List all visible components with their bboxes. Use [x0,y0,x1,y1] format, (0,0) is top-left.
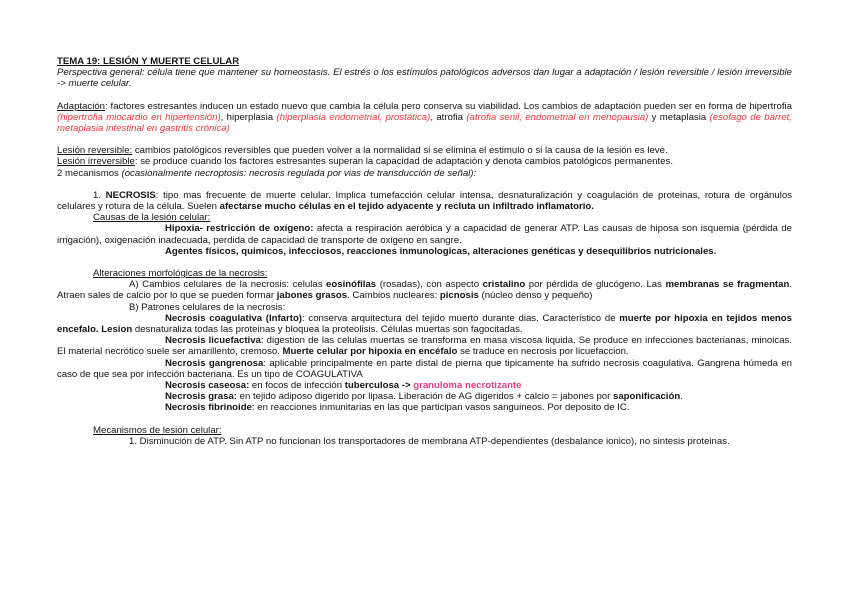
cell-changes-text: (núcleo denso y pequeño) [478,290,593,302]
fibrinoid-text: : en reacciones inmunitarias en las que participan vasos sanguineos. Por deposito de IC. [251,402,630,414]
coagulative-text: desnaturaliza todas las proteinas y bloquea la proteolisis. Células muertas son fagocitadas. [132,324,523,336]
adaptation-text: , hiperplasia [220,111,277,123]
coagulative-paragraph [57,313,792,335]
atp-paragraph: 1. Disminución de ATP. Sin ATP no funcionan los transportadores de membrana ATP-dependientes (desbalance ionico), no sintesis proteinas. [129,435,730,447]
liquefactive-text: : digestion de las celulas muertas se transforma en masa viscosa liquida. Se produce en infecciones bacterianas, minoicas. El material necrótico suele ser amarillento, cremoso. [57,335,792,358]
liquefactive-text: se traduce en necrosis por licuefaccion. [457,346,629,358]
liquefactive-emphasis: Muerte celular por hipoxia en encéfalo [282,346,458,358]
cell-changes-text: por pérdida de glucógeno. Las [525,279,666,291]
reversible-paragraph [57,145,792,156]
fat-necrosis-text: en tejido adiposo digerido por lipasa. Liberación de AG digeridos + calcio = jabones por [237,391,614,403]
cell-changes-text: A) Cambios celulares de la necrosis: celulas [129,279,327,291]
adaptation-example: (hiperplasia endometrial, prostática) [276,111,431,123]
caseous-emphasis: tuberculosa -> [344,380,411,392]
fat-necrosis-emphasis: saponificación [613,391,681,403]
adaptation-example: (esofago de barret, metaplasia intestinal en gastritis crónica) [57,111,792,135]
necrosis-heading: NECROSIS [105,189,156,201]
adaptation-example: (hipertrofia miocardio en hipertensión) [57,111,221,123]
page-title: TEMA 19: LESIÓN Y MUERTE CELULAR [57,56,240,67]
mechanisms-text: 2 mecanismos [57,167,122,179]
mechanisms-label: Mecanismos de lesión celular: [93,424,222,436]
patterns-heading: B) Patrones celulares de la necrosis: [129,301,286,313]
reversible-text: cambios patológicos reversibles que pueden volver a la normalidad si se elimina el estimulo o si la causa de la lesión es leve. [132,145,668,157]
liquefactive-paragraph [57,335,792,357]
cell-changes-emphasis: cristalino [482,279,526,291]
cell-changes-paragraph [57,279,792,301]
irreversible-label: Lesión irreversible [57,156,135,168]
fibrinoid-line [57,402,792,413]
fibrinoid-heading: Necrosis fibrinoide [165,402,252,414]
hypoxia-paragraph [57,223,792,245]
irreversible-paragraph [57,156,792,167]
caseous-line [57,380,792,391]
mechanisms-note: (ocasionalmente necroptosis: necrosis regulada por vias de transducción de señal): [121,167,477,179]
agents-text: Agentes físicos, quimicos, infecciosos, reacciones inmunologicas, alteraciones genéticas y desequilibrios nutricionales. [165,245,717,257]
necrosis-paragraph [57,190,792,212]
document-page [57,56,792,447]
cell-changes-emphasis: jabones grasos [276,290,348,302]
coagulative-emphasis: Lesion [101,324,133,336]
agents-line [57,246,792,257]
reversible-label: Lesión reversible: [57,145,133,157]
adaptation-text: : factores estresantes inducen un estado nuevo que cambia la célula pero conserva su viabilidad. Los cambios de adaptación pueden ser en forma de hipertrofia [105,100,792,112]
cell-changes-text: (rosadas), con aspecto [376,279,483,291]
morphology-heading [57,268,792,279]
irreversible-text: : se produce cuando los factores estresantes superan la capacidad de adaptación y denota cambios patológicos permanentes. [134,156,673,168]
fat-necrosis-heading: Necrosis grasa: [165,391,237,403]
necrosis-text: : tipo mas frecuente de muerte celular. Implica tumefacción celular intensa, desnaturalización y coagulación de proteinas, rotura de orgánulos celulares y rotura de la célula. Suelen [57,189,792,213]
caseous-heading: Necrosis caseosa: [165,380,250,392]
hypoxia-text: afecta a respiración aeróbica y a capacidad de generar ATP. Las causas de hiposa son isquemia (pérdida de irrigación), oxigenación inadecuada, perdida de capacidad de transporte de oxigeno en sangre. [57,223,792,246]
liquefactive-heading: Necrosis licuefactiva [165,335,261,347]
cell-changes-emphasis: membranas se fragmentan [665,279,790,291]
mechanisms-heading [57,425,792,436]
adaptation-text: , atrofia [430,111,467,123]
morphology-label: Alteraciones morfológicas de la necrosis: [93,268,268,280]
intro-paragraph: Perspectiva general: célula tiene que mantener su homeostasis. El estrés o los estímulos patológicos adversos dan lugar a adaptación / lesión reversible / lesión irreversible -> muerte celular. [57,67,792,90]
necrosis-emphasis: afectarse mucho células en el tejido adyacente y recluta un infiltrado inflamatorio. [219,201,594,213]
gangrenous-paragraph [57,358,792,380]
gangrenous-text: : aplicable principalmente en parte distal de pierna que tipicamente ha sufrido necrosis coagulativa. Gangrena húmeda en caso de que sea por infección bacteriana. Es un tipo de COAGULATIVA [57,357,792,380]
fat-necrosis-line [57,391,792,402]
caseous-text: en focos de infección [249,380,345,392]
mechanisms-line [57,168,792,179]
adaptation-label: Adaptación [57,100,106,112]
cell-changes-emphasis: eosinófilas [326,279,377,291]
adaptation-paragraph [57,101,792,135]
causes-label: Causas de la lesión celular: [93,212,211,224]
hypoxia-heading: Hipoxia- restricción de oxígeno: [165,223,314,235]
cell-changes-emphasis: picnosis [439,290,479,302]
cell-changes-text: . Cambios nucleares: [347,290,440,302]
coagulative-emphasis: muerte por hipoxia en tejidos menos encefalo. [57,312,792,336]
coagulative-heading: Necrosis coagulativa (Infarto) [165,312,303,324]
coagulative-text: : conserva arquitectura del tejido muerto durante dias. Caracteristico de [302,312,620,324]
causes-heading [57,212,792,223]
caseous-highlight: granuloma necrotizante [413,380,522,392]
adaptation-example: (atrofia senil, endometrial en menopausia) [466,111,649,123]
fat-necrosis-text: . [680,391,683,403]
cell-changes-text: . Atraen sales de calcio por lo que se pueden formar [57,279,792,302]
adaptation-text: y metaplasia [648,111,710,123]
gangrenous-heading: Necrosis gangrenosa [165,357,264,369]
necrosis-number: 1. [93,189,106,201]
